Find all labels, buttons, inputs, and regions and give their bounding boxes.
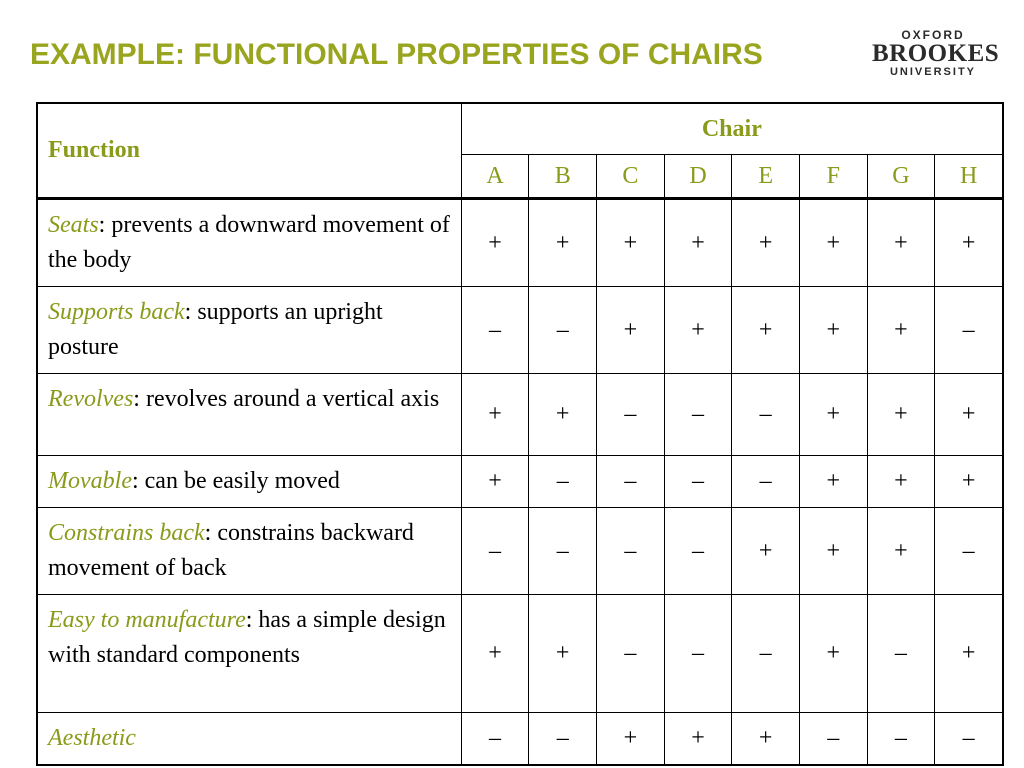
table-row [37, 508, 1003, 595]
function-description: : prevents a downward movement of the body [48, 212, 450, 273]
value-cell-a: + [461, 595, 529, 713]
value-cell-e: + [732, 508, 800, 595]
chair-column-header-a: A [461, 155, 529, 199]
value-cell-h: + [935, 374, 1003, 456]
value-cell-c: + [597, 287, 665, 374]
value-cell-f: – [799, 713, 867, 766]
value-cell-g: + [867, 456, 935, 508]
value-cell-g: + [867, 508, 935, 595]
function-description: : supports an upright posture [48, 299, 383, 360]
value-cell-b: – [529, 456, 597, 508]
value-cell-f: + [799, 374, 867, 456]
value-cell-b: – [529, 508, 597, 595]
value-cell-c: – [597, 456, 665, 508]
value-cell-b: + [529, 374, 597, 456]
value-cell-a: – [461, 713, 529, 766]
table-row [37, 287, 1003, 374]
value-cell-h: + [935, 456, 1003, 508]
function-description: : can be easily moved [131, 468, 340, 494]
function-cell [37, 713, 461, 766]
value-cell-e: – [732, 456, 800, 508]
value-cell-f: + [799, 287, 867, 374]
value-cell-b: – [529, 713, 597, 766]
table-row [37, 374, 1003, 456]
value-cell-h: + [935, 595, 1003, 713]
value-cell-b: + [529, 595, 597, 713]
value-cell-a: + [461, 374, 529, 456]
table-row [37, 456, 1003, 508]
value-cell-g: – [867, 595, 935, 713]
function-name: Revolves [48, 386, 134, 412]
chair-column-header-g: G [867, 155, 935, 199]
function-cell [37, 508, 461, 595]
slide-title: EXAMPLE: FUNCTIONAL PROPERTIES OF CHAIRS [30, 38, 763, 71]
value-cell-f: + [799, 595, 867, 713]
value-cell-e: + [732, 199, 800, 287]
function-cell [37, 287, 461, 374]
value-cell-f: + [799, 199, 867, 287]
value-cell-f: + [799, 508, 867, 595]
value-cell-c: – [597, 595, 665, 713]
value-cell-g: + [867, 287, 935, 374]
value-cell-d: – [664, 456, 732, 508]
function-name: Constrains back [48, 520, 205, 546]
function-description: : constrains backward movement of back [48, 520, 414, 581]
function-description: : revolves around a vertical axis [133, 386, 440, 412]
function-description: : has a simple design with standard components [48, 607, 446, 668]
value-cell-c: + [597, 199, 665, 287]
logo-line-2: BROOKES [872, 40, 1000, 67]
table-header-row [37, 103, 1003, 155]
function-name: Easy to manufacture [48, 607, 246, 633]
table-body [37, 199, 1003, 766]
function-name: Seats [48, 212, 99, 238]
value-cell-e: + [732, 287, 800, 374]
logo-line-1: OXFORD [901, 28, 965, 42]
function-name: Supports back [48, 299, 185, 325]
function-name: Aesthetic [48, 725, 136, 751]
function-cell [37, 199, 461, 287]
functional-properties-table [36, 102, 1004, 766]
oxford-brookes-logo [872, 28, 1000, 84]
function-cell [37, 456, 461, 508]
value-cell-a: + [461, 456, 529, 508]
value-cell-c: – [597, 508, 665, 595]
table-row [37, 595, 1003, 713]
chair-column-header-f: F [799, 155, 867, 199]
value-cell-c: + [597, 713, 665, 766]
value-cell-d: + [664, 199, 732, 287]
chair-column-header-e: E [732, 155, 800, 199]
value-cell-h: – [935, 713, 1003, 766]
value-cell-b: + [529, 199, 597, 287]
value-cell-d: – [664, 595, 732, 713]
value-cell-c: – [597, 374, 665, 456]
chair-column-header-c: C [597, 155, 665, 199]
value-cell-d: – [664, 508, 732, 595]
table-row [37, 199, 1003, 287]
value-cell-e: – [732, 374, 800, 456]
value-cell-d: + [664, 713, 732, 766]
chair-column-header-h: H [935, 155, 1003, 199]
function-column-header: Function [37, 103, 461, 199]
function-cell [37, 374, 461, 456]
value-cell-d: – [664, 374, 732, 456]
value-cell-h: – [935, 508, 1003, 595]
value-cell-a: – [461, 508, 529, 595]
value-cell-g: – [867, 713, 935, 766]
value-cell-e: – [732, 595, 800, 713]
value-cell-g: + [867, 374, 935, 456]
chair-column-header-b: B [529, 155, 597, 199]
value-cell-a: + [461, 199, 529, 287]
function-cell [37, 595, 461, 713]
function-name: Movable [48, 468, 132, 494]
value-cell-g: + [867, 199, 935, 287]
value-cell-h: – [935, 287, 1003, 374]
value-cell-e: + [732, 713, 800, 766]
value-cell-h: + [935, 199, 1003, 287]
value-cell-b: – [529, 287, 597, 374]
logo-line-3: UNIVERSITY [889, 66, 976, 78]
chair-group-header: Chair [461, 103, 1003, 155]
table-row [37, 713, 1003, 766]
value-cell-a: – [461, 287, 529, 374]
value-cell-f: + [799, 456, 867, 508]
value-cell-d: + [664, 287, 732, 374]
chair-column-header-d: D [664, 155, 732, 199]
